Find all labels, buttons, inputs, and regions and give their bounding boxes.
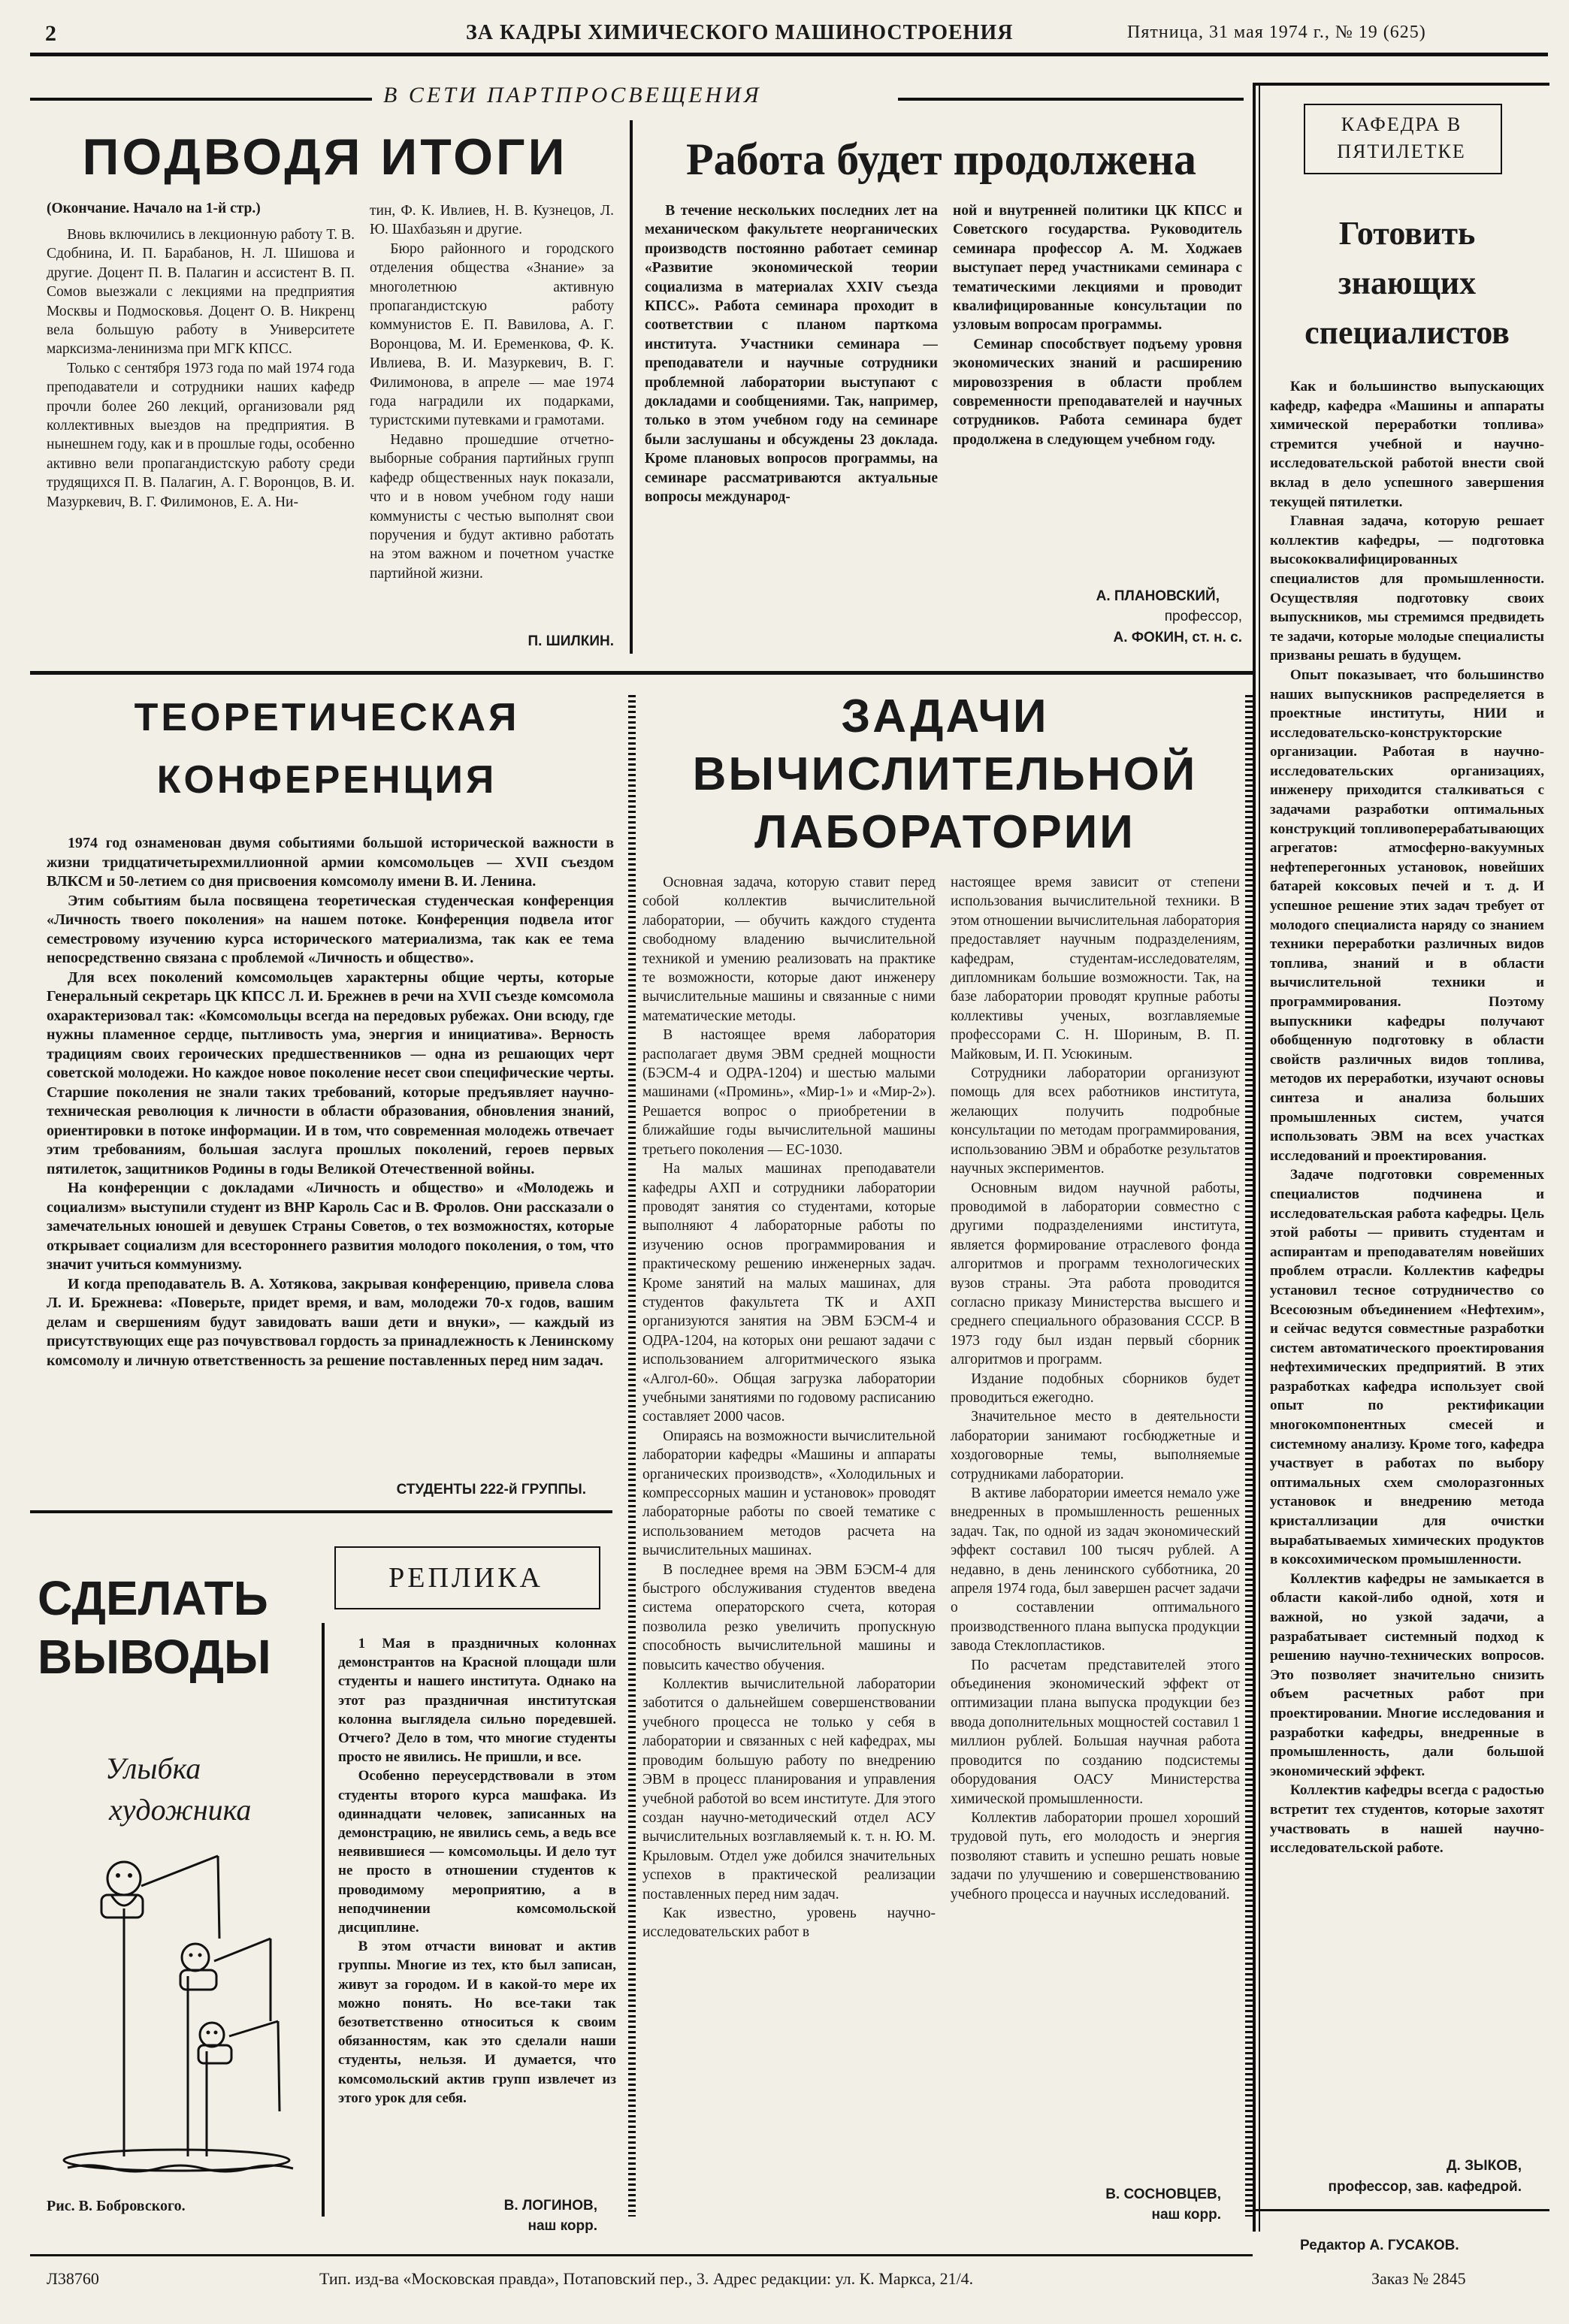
- art4-para: На конференции с докладами «Личность и общество» и «Молодежь и социализм» выступили студент из ВНР Кароль Сас и В. Фролов. Они рассказали о замечательных юношей и девушек Страны Советов, о тех возможностях, которые открывает социализм для всестороннего развития молодого поколения, о том, что значит учиться коммунизму.: [47, 1180, 614, 1273]
- issue-info: Пятница, 31 мая 1974 г., № 19 (625): [1127, 23, 1426, 42]
- art2-signature-2: профессор,: [1164, 609, 1242, 624]
- divider-wavy-left: [628, 695, 636, 2217]
- art7-para: В этом отчасти виноват и актив группы. Многие из тех, кто был записан, живут за городом. И в какой-то мере их можно понять. Но все-таки так безответственно относиться к своим обязанностям, как это сделали наши студенты, нельзя. И думается, что комсомольский актив групп извлечет из этого урок для себя.: [338, 1939, 616, 2106]
- art2-col1-para: В течение нескольких последних лет на механическом факультете неорганических производств постоянно работает семинар «Развитие экономической теории социализма в материалах XXIV съезда КПСС». Работа семинара проходит в соответствии с планом парткома института. Участники семинара — преподаватели и научные сотрудники проблемной лаборатории выступают с докладами и сообщениями. Так, например, только в этом учебном году на семинаре были заслушаны и обсуждены 23 доклада. Кроме плановых вопросов программы, на семинаре рассматриваются актуальные вопросы международ-: [645, 203, 938, 506]
- art5-title-line3: ЛАБОРАТОРИИ: [754, 806, 1135, 858]
- art5-col2-para: настоящее время зависит от степени использования вычислительной техники. В этом отношении вычислительная лаборатория предоставляет научным подразделениям, кафедрам, студентам-исследователям, дипломникам большие возможности. Так, на базе лаборатории проводят крупные работы коллективы ученых, возглавляемые профессорами С. Н. Шориным, В. П. Майковым, И. П. Усюкиным.: [951, 875, 1240, 1062]
- art5-col2-para: В активе лаборатории имеется немало уже внедренных в промышленность решенных задач. Так, по одной из задач экономический эффект составил 100 тысяч рублей. А недавно, в день ленинского субботника, 20 апреля 1974 года, был завершен расчет задачи о составлении оптимального производственного плана выпуска продукции завода Стеклопластиков.: [951, 1485, 1240, 1655]
- art1-col2-para: тин, Ф. К. Ивлиев, Н. В. Кузнецов, Л. Ю. Шахбазьян и другие.: [370, 203, 614, 238]
- art3-para: Задаче подготовки современных специалистов подчинена и исследовательская работа кафедры. Цель этой работы — привить студентам и аспирантам и преподавателям новейших проблем отрасли. Коллектив кафедры установил тесное сотрудничество со Всесоюзным объединением «Нефтехим», и сейчас ведутся совместные разработки систем автоматического проектирования нефтехимических предприятий. В этих разработках кафедра использует свой опыт по ректификации многокомпонентных смесей и системному анализу. Кроме того, кафедра участвует в работах по выбору оптимальных схем смолоразгонных установок и внедрению метода кристаллизации для очистки вырабатываемых химических продуктов в коксохимическом промышленности.: [1270, 1167, 1544, 1568]
- art5-col2-para: Значительное место в деятельности лаборатории занимают госбюджетные и хоздоговорные темы, выполняемые сотрудниками лаборатории.: [951, 1409, 1240, 1482]
- cartoon-illustration: [45, 1826, 316, 2179]
- art1-title: ПОДВОДЯ ИТОГИ: [82, 128, 568, 186]
- page-number: 2: [45, 21, 57, 46]
- art4-para: Этим событиям была посвящена теоретическая студенческая конференция «Личность твоего поколения» на нашем потоке. Конференция подвела итог семестровому изучению курса исторического материализма, так как ее тема непосредственно связана с проблемой «Личность и общество».: [47, 892, 614, 966]
- art5-col2: [951, 873, 1240, 2196]
- divider-right-column-inner: [1259, 83, 1260, 2232]
- art7-left-rule: [322, 1623, 325, 2217]
- art1-col2: [370, 201, 614, 607]
- art5-col1-para: Опираясь на возможности вычислительной лаборатории кафедры «Машины и аппараты органических производств», «Холодильных и компрессорных машин и установок» проводят лабораторные работы по своей тематике с использованием методов расчета на вычислительных машинах.: [642, 1428, 936, 1559]
- art3-rubric: КАФЕДРА В ПЯТИЛЕТКЕ: [1337, 113, 1466, 162]
- art4-signature: СТУДЕНТЫ 222-й ГРУППЫ.: [396, 1482, 586, 1497]
- cartoon-credit: Рис. В. Бобровского.: [47, 2198, 186, 2214]
- art7-signature-1: В. ЛОГИНОВ,: [503, 2198, 597, 2214]
- art1-col2-para: Недавно прошедшие отчетно-выборные собрания партийных групп кафедр общественных наук показали, что и в новом учебном году наши коммунисты с честью выполнят свои поручения и будут активно работать на этом важном и почетном участке партийной жизни.: [370, 431, 614, 582]
- rubric-rule-left: [30, 98, 372, 101]
- art4-title-line1: ТЕОРЕТИЧЕСКАЯ: [134, 696, 520, 739]
- art7-para: Особенно переусердствовали в этом студенты второго курса машфака. Из одиннадцати человек, записанных на демонстрацию, не явились семь, а ведь все неявившиеся — комсомольцы. И дело тут не просто в отношении студентов к проводимому мероприятию, а в неподчинении комсомольской дисциплине.: [338, 1768, 616, 1936]
- divider-wavy-right: [1245, 695, 1253, 2217]
- art3-para: Опыт показывает, что большинство наших выпускников распределяется в проектные институты, НИИ и исследовательско-конструкторские организации. Работая в научно-исследовательских организациях, инженеру приходится сталкиваться с задачами разработки оптимальных конструкций топливоперерабатывающих агрегатов: атмосферно-вакуумных нефтеперегонных установок, новейших батарей коксовых печей и т. д. И успешное решение этих задач требует от молодого специалиста наряду со знанием техники переработки различных видов топлива, знаний и в области вычислительной техники и программирования. Поэтому выпускники кафедры получают обобщенную подготовку в области свойств различных видов топлива, методов их переработки, изучают основы синтеза и анализа больших промышленных систем, учатся использовать ЭВМ на всех участках исследований и проектирования.: [1270, 666, 1544, 1164]
- footer-rule: [30, 2254, 1253, 2256]
- art2-signature-1: А. ПЛАНОВСКИЙ,: [1096, 588, 1220, 604]
- art5-signature-2: наш корр.: [1151, 2207, 1221, 2223]
- art2-col2-para: Семинар способствует подъему уровня экономических знаний и расширению мировоззрения в области проблем современности преподавателей и научных сотрудников. Работа семинара будет продолжена в следующем учебном году.: [953, 336, 1242, 448]
- art3-para: Коллектив кафедры не замыкается в области какой-либо одной, хотя и важной, но узкой задачи, а разрабатывает системный подход к решению научно-технических вопросов. Это позволяет значительно снизить объем расчетных работ при проектировании. Многие исследования и разработки кафедры, внедренные в промышленность, дали большой экономический эффект.: [1270, 1570, 1544, 1779]
- newspaper-title: ЗА КАДРЫ ХИМИЧЕСКОГО МАШИНОСТРОЕНИЯ: [466, 21, 1014, 44]
- art5-col1: [642, 873, 936, 2218]
- art3-signature-2: профессор, зав. кафедрой.: [1328, 2179, 1522, 2195]
- art5-col2-para: Основным видом научной работы, проводимой в лаборатории совместно с другими подразделениями института, является формирование отраслевого фонда алгоритмов и программ технологических вузов страны. Эта работа проводится согласно приказу Министерства высшего и среднего специального образования СССР. В 1973 году был издан первый сборник алгоритмов и программ.: [951, 1180, 1240, 1368]
- divider-art1-art2: [630, 120, 633, 654]
- art6-caption-line2: художника: [109, 1793, 252, 1827]
- art5-title-line1: ЗАДАЧИ: [841, 691, 1049, 742]
- art2-col2-para: ной и внутренней политики ЦК КПСС и Советского государства. Руководитель семинара профессор А. М. Ходжаев выступает перед участниками семинара с тематическими лекциями и проводит квалифицированные консультации по узловым вопросам программы.: [953, 203, 1242, 334]
- right-column-top-rule: [1253, 83, 1549, 86]
- art2-col2: [953, 201, 1242, 585]
- art5-col1-para: В последнее время на ЭВМ БЭСМ-4 для быстрого обслуживания студентов введена система операторского счета, которая позволила резко увеличить пропускную способность вычислительной машины и повысить качество обучения.: [642, 1561, 936, 1673]
- art3-signature-1: Д. ЗЫКОВ,: [1447, 2158, 1522, 2174]
- art6-caption-line1: Улыбка: [105, 1751, 201, 1785]
- mid-rule: [30, 671, 1253, 675]
- right-column-bottom-rule: [1253, 2209, 1549, 2211]
- divider-right-column: [1253, 83, 1256, 2232]
- art4-body: [47, 834, 614, 1476]
- art1-signature: П. ШИЛКИН.: [528, 633, 614, 649]
- art4-title-line2: КОНФЕРЕНЦИЯ: [156, 758, 497, 802]
- art4-para: И когда преподаватель В. А. Хотякова, закрывая конференцию, привела слова Л. И. Брежнева: «Поверьте, придет время, и вам, молодежи 70-х годов, вашим делам и свершениям будут завидовать ваши дети и внуки», — каждый из присутствующих еще раз почувствовал гордость за принадлежность к Ленинскому комсомолу и личную ответственность за решение поставленных перед ним задач.: [47, 1275, 614, 1369]
- art5-col1-para: На малых машинах преподаватели кафедры АХП и сотрудники лаборатории проводят занятия со студентами, которые выполняют 4 лабораторные работы по изучению основ программирования и практическому решению инженерных задач. Кроме занятий на малых машинах, для студентов факультета ТК и АХП организуются занятия на ЭВМ БЭСМ-4 и ОДРА-1204, на которых они решают задачи с использованием алгоритмического языка «Алгол-60». Общая загрузка лаборатории учебными занятиями по годовому расписанию составляет 2000 часов.: [642, 1161, 936, 1425]
- art7-signature-2: наш корр.: [528, 2218, 597, 2234]
- art3-body: [1270, 377, 1544, 2105]
- art1-col2-para: Бюро районного и городского отделения общества «Знание» за многолетнюю активную пропагандистскую работу коммунистов Е. П. Вавилова, А. Г. Воронцова, М. И. Еременкова, Ф. К. Ивлиева, В. И. Мазуркевич, В. Г. Филимонова, в апреле — мае 1974 года наградили их подарками, туристскими путевками и грамотами.: [370, 240, 614, 429]
- rubric-label: В СЕТИ ПАРТПРОСВЕЩЕНИЯ: [383, 83, 762, 107]
- art7-para: 1 Мая в праздничных колоннах демонстрантов на Красной площади шли студенты и нашего института. Однако на этот раз праздничная институтская колонна выглядела сильно поредевшей. Отчего? Дело в том, что многие студенты просто не явились. Не пришли, и все.: [338, 1636, 616, 1766]
- header-rule: [30, 53, 1548, 56]
- art5-col1-para: В настоящее время лаборатория располагает двумя ЭВМ средней мощности (БЭСМ-4 и ОДРА-1204) и шестью малыми машинами («Проминь», «Мир-1» и «Мир-2»). Решается вопрос о приобретении в ближайшие годы вычислительной машины третьего поколения — ЕС-1030.: [642, 1027, 936, 1158]
- footer-order: Заказ № 2845: [1371, 2269, 1466, 2288]
- art7-title: РЕПЛИКА: [388, 1562, 543, 1594]
- art2-signature-3: А. ФОКИН, ст. н. с.: [1113, 630, 1242, 645]
- art5-col2-para: Издание подобных сборников будет проводиться ежегодно.: [951, 1371, 1240, 1406]
- art5-col1-para: Коллектив вычислительной лаборатории заботится о дальнейшем совершенствовании учебного процесса не только у себя в лаборатории и связанных с ней кафедрах, мы проводим большую работу по внедрению ЭВМ в процесс планирования и управления учебной работой во всем институте. Для этого создан научно-методический отдел АСУ вычислительных возглавляемый к. т. н. Ю. М. Крыловым. Отдел уже добился значительных успехов в практической реализации поставленных перед ним задач.: [642, 1676, 936, 1902]
- art1-col1-para: Только с сентября 1973 года по май 1974 года преподаватели и сотрудники наших кафедр прочли более 260 лекций, организовали ряд коллективных выездов на предприятия. В нынешнем году, как и в прошлые годы, особенно активно вели пропагандистскую работу среди трудящихся П. В. Палагин, А. Г. Воронцов, В. И. Мазуркевич, В. Г. Филимонов, Е. А. Ни-: [47, 360, 355, 510]
- art3-title: Готовить знающих специалистов: [1304, 215, 1510, 351]
- rubric-rule-right: [898, 98, 1244, 101]
- art5-col2-para: По расчетам представителей этого объединения экономический эффект от оптимизации плана выпуска продукции без ввода дополнительных мощностей составил 1 миллион рублей. Большая научная работа проводится по созданию подсистемы оборудования ОАСУ Министерства химической промышленности.: [951, 1657, 1240, 1807]
- art1-col1: [47, 225, 355, 657]
- art2-col1: [645, 201, 938, 661]
- art5-title-line2: ВЫЧИСЛИТЕЛЬНОЙ: [692, 748, 1198, 800]
- art1-lead: (Окончание. Начало на 1-й стр.): [47, 201, 261, 216]
- footer-printer: Тип. изд-ва «Московская правда», Потаповский пер., 3. Адрес редакции: ул. К. Маркса, 21/4.: [319, 2269, 974, 2288]
- art4-para: 1974 год ознаменован двумя событиями большой исторической важности в жизни тридцатичетырехмиллионной армии комсомольцев — XVII съездом ВЛКСМ и 50-летием со дня присвоения комсомолу имени В. И. Ленина.: [47, 835, 614, 890]
- art3-para: Как и большинство выпускающих кафедр, кафедра «Машины и аппараты химической переработки топлива» стремится учебной и научно-исследовательской работой внести свой вклад в дело успешного завершения текущей пятилетки.: [1270, 379, 1544, 510]
- art5-signature-1: В. СОСНОВЦЕВ,: [1105, 2186, 1221, 2202]
- art6-title-line2: ВЫВОДЫ: [38, 1630, 271, 1684]
- editor-credit: Редактор А. ГУСАКОВ.: [1300, 2238, 1459, 2253]
- art3-para: Главная задача, которую решает коллектив кафедры, — подготовка высококвалифицированных специалистов для промышленности. Осуществляя подготовку своих выпускников, мы стремимся предвидеть те задачи, которые молодые специалисты призваны решать в будущем.: [1270, 513, 1544, 664]
- art1-col1-para: Вновь включились в лекционную работу Т. В. Сдобнина, И. П. Барабанов, Н. Л. Шишова и другие. Доцент П. В. Палагин и ассистент В. П. Сомов выезжали с лекциями на предприятия Москвы и Подмосковья. Доцент О. В. Никренц вела большую работу в Университете марксизма-ленинизма при МГК КПСС.: [47, 227, 355, 358]
- art5-col1-para: Основная задача, которую ставит перед собой коллектив вычислительной лаборатории, — обучить каждого студента свободному владению вычислительной техникой и умению реализовать на практике те возможности, которые дают инженеру вычислительные машины и связанные с ними математические методы.: [642, 875, 936, 1024]
- art5-col1-para: Как известно, уровень научно-исследовательских работ в: [642, 1905, 936, 1941]
- footer-code: Л38760: [47, 2269, 99, 2288]
- art5-col2-para: Сотрудники лаборатории организуют помощь для всех работников института, желающих получить подробные консультации по методам программирования, использованию ЭВМ и обработке результатов научных экспериментов.: [951, 1065, 1240, 1177]
- art7-body: [338, 1634, 616, 2198]
- art4-para: Для всех поколений комсомольцев характерны общие черты, которые Генеральный секретарь ЦК КПСС Л. И. Брежнев в речи на XVII съезде комсомола охарактеризовал так: «Комсомольцы всегда на передовых рубежах. Они всюду, где нужны пламенное сердце, пытливость ума, энергия и инициатива». Верность традициям своих героических предшественников — одна из решающих черт советской молодежи. Но каждое новое поколение несет свои специфические черты. Старшие поколения не знали таких требований, которые предъявляет научно-техническая революция к личности в области образования, обновления знаний, ориентировки в потоке информации. И в том, что современная молодежь отвечает этим требованиям, большая заслуга прошлых поколений, героев первых пятилеток, защитников Родины в годы Великой Отечественной войны.: [47, 969, 614, 1177]
- art2-title: Работа будет продолжена: [685, 134, 1196, 184]
- art3-para: Коллектив кафедры всегда с радостью встретит тех студентов, которые захотят участвовать в нашей научно-исследовательской работе.: [1270, 1782, 1544, 1857]
- art5-col2-para: Коллектив лаборатории прошел хороший трудовой путь, его молодость и энергия позволяют ставить и успешно решать новые задачи по улучшению и совершенствованию учебного процесса и научных исследований.: [951, 1809, 1240, 1902]
- art6-title-line1: СДЕЛАТЬ: [38, 1571, 268, 1625]
- art4-bottom-rule: [30, 1510, 612, 1513]
